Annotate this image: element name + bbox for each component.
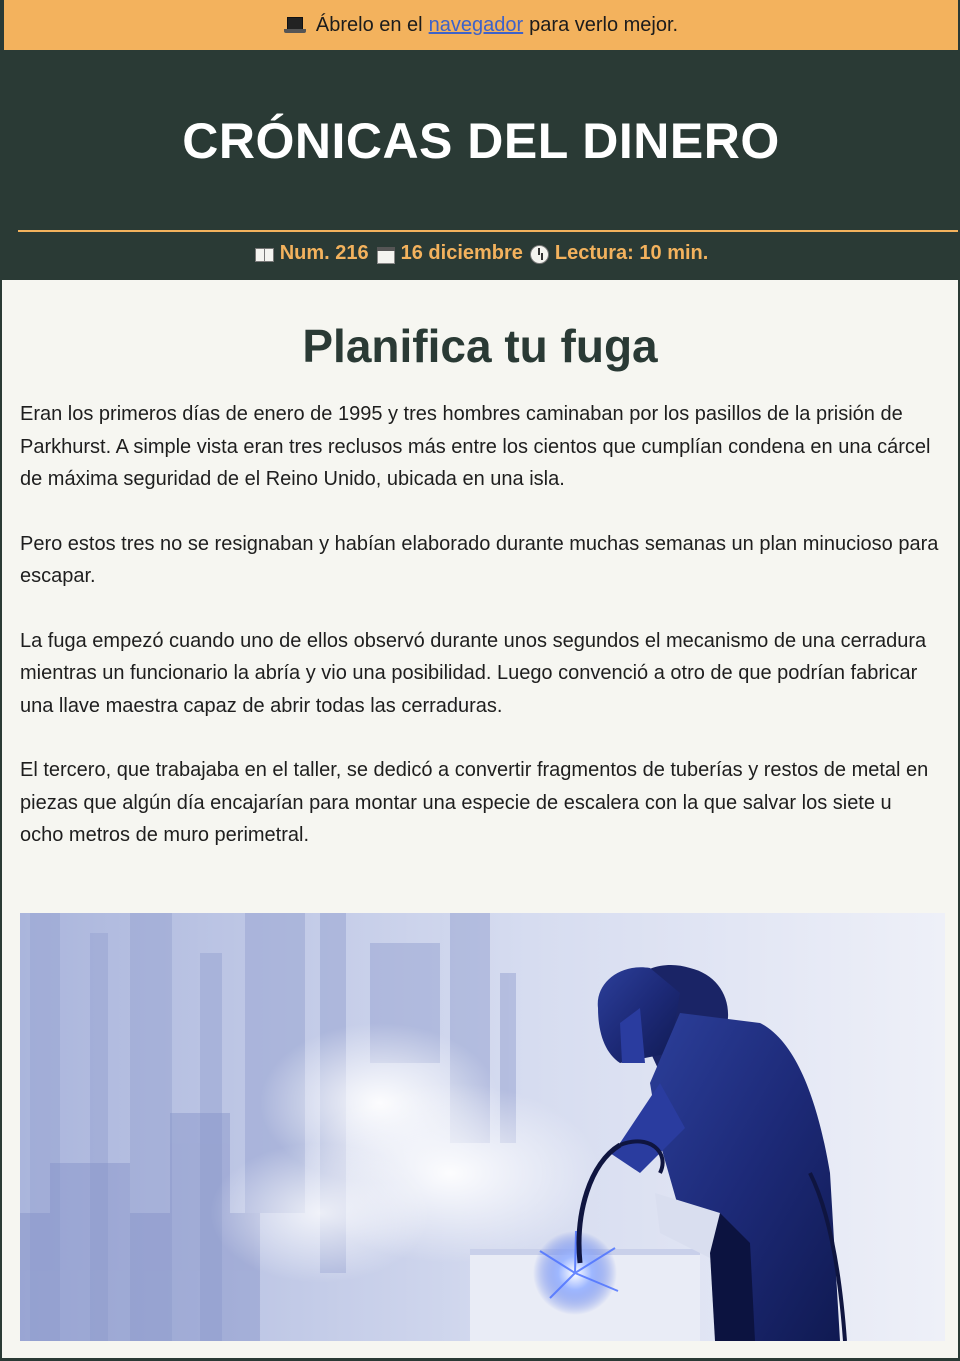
banner-prefix: Ábrelo en el <box>315 13 423 36</box>
issue-number: Num. 216 <box>279 242 369 264</box>
article <box>1 279 959 1359</box>
book-icon <box>254 245 274 263</box>
newsletter-page <box>4 0 958 1361</box>
newsletter-title: CRÓNICAS DEL DINERO <box>182 113 780 169</box>
masthead <box>4 50 958 280</box>
article-title: Planifica tu fuga <box>302 320 658 372</box>
welder-image <box>20 913 945 1341</box>
reading-time: Lectura: 10 min. <box>554 242 709 264</box>
article-paragraph: La fuga empezó cuando uno de ellos observó durante unos segundos el mecanismo de una cerradura mientras un funcionario la abría y vio una posibilidad. Luego convenció a otro de que podrían fabricar una llave maestra capaz de abrir todas las cerraduras. <box>20 629 927 717</box>
open-in-browser-banner <box>4 0 958 50</box>
article-paragraph: Eran los primeros días de enero de 1995 y tres hombres caminaban por los pasillos de la prisión de Parkhurst. A simple vista eran tres reclusos más entre los cientos que cumplían condena en una cárcel de máxima seguridad de el Reino Unido, ubicada en una isla. <box>20 403 931 490</box>
browser-link[interactable]: navegador <box>428 13 524 36</box>
issue-date: 16 diciembre <box>400 242 523 264</box>
article-body <box>2 374 958 852</box>
article-paragraph: Pero estos tres no se resignaban y habían elaborado durante muchas semanas un plan minucioso para escapar. <box>20 532 939 587</box>
laptop-icon <box>284 17 306 33</box>
masthead-divider <box>18 230 958 232</box>
banner-suffix: para verlo mejor. <box>529 13 679 36</box>
article-paragraph: El tercero, que trabajaba en el taller, se dedicó a convertir fragmentos de tuberías y restos de metal en piezas que algún día encajarían para montar una especie de escalera con la que salvar los siete u ocho metros de muro perimetral. <box>20 759 929 846</box>
issue-meta <box>4 242 958 265</box>
clock-icon <box>529 245 549 263</box>
calendar-icon <box>375 245 395 263</box>
